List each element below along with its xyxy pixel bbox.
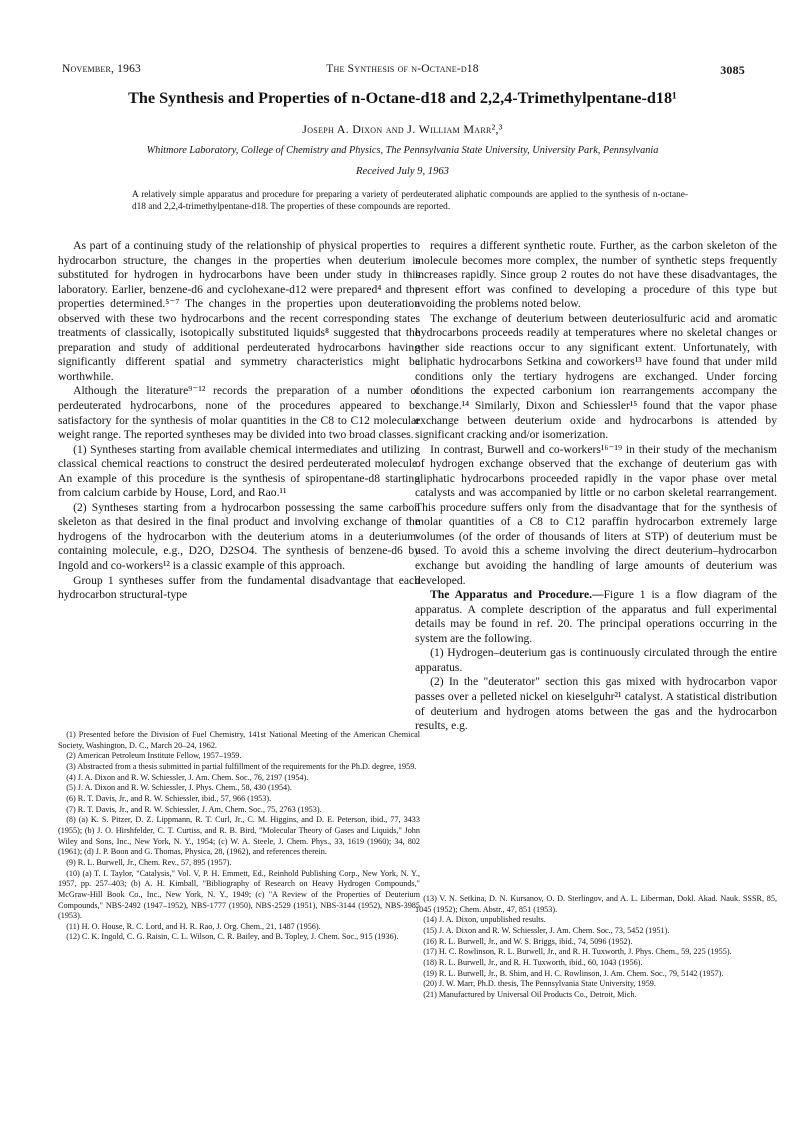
footnote: (12) C. K. Ingold, C. G. Raisin, C. L. Wilson, C. R. Bailey, and B. Topley, J. Chem. Soc., 915 (1936). bbox=[66, 932, 399, 942]
paragraph: In contrast, Burwell and co-workers¹⁶⁻¹⁹ in their study of the mechanism of hydrogen exchange observed that the exchange of deuterium gas with aliphatic hydrocarbons proceeded rapidly in the vapor phase over metal catalysts and was accompanied by little or no carbon skeletal rearrangement. This procedure suffers only from the disadvantage that for the synthesis of molar quantities of a C8 to C12 paraffin hydrocarbon extremely large volumes (of the order of thousands of liters at STP) of deuterium must be used. To avoid this a scheme involving the direct deuterium–hydrocarbon exchange but avoiding the handling of large amounts of deuterium was developed. bbox=[415, 442, 777, 587]
footnote: (10) (a) T. I. Taylor, "Catalysis," Vol. V, P. H. Emmett, Ed., Reinhold Publishing Corp., New York, N. Y., 1957, pp. 257–403; (b) A. H. Kimball, "Bibliography of Research on Heavy Hydrogen Compounds," McGraw-Hill Book Co., Inc., New York, N. Y., 1949; (c) "A Review of the Properties of Deuterium Compounds," NBS-2492 (1947–1952), NBS-1777 (1950), NBS-2529 (1951), NBS-3144 (1952), NBS-3985 (1953). bbox=[58, 868, 420, 921]
page-number: 3085 bbox=[720, 63, 745, 77]
received-date: Received July 9, 1963 bbox=[356, 166, 449, 177]
footnote: (13) V. N. Setkina, D. N. Kursanov, O. D. Sterlingov, and A. L. Liberman, Dokl. Akad. Nauk. SSSR, 85, 1045 (1952); Chem. Abstr., 47, 851 (1953). bbox=[415, 894, 777, 914]
article-title: The Synthesis and Properties of n-Octane-d18 and 2,2,4-Trimethylpentane-d18¹ bbox=[128, 89, 677, 107]
footnote: (19) R. L. Burwell, Jr., B. Shim, and H. C. Rowlinson, J. Am. Chem. Soc., 79, 5142 (1957). bbox=[423, 968, 724, 978]
body-column-left bbox=[58, 239, 420, 709]
footnote: (17) H. C. Rowlinson, R. L. Burwell, Jr., and R. H. Tuxworth, J. Phys. Chem., 59, 225 (1955). bbox=[423, 947, 732, 957]
paragraph: (1) Syntheses starting from available chemical intermediates and utilizing classical chemical reactions to construct the desired perdeuterated molecule. An example of this procedure is the synthesis of spiropentane-d8 starting from calcium carbide by House, Lord, and Rao.¹¹ bbox=[58, 442, 420, 500]
footnotes-right bbox=[415, 894, 777, 1094]
footnote: (11) H. O. House, R. C. Lord, and H. R. Rao, J. Org. Chem., 21, 1487 (1956). bbox=[66, 921, 321, 931]
article-affiliation: Whitmore Laboratory, College of Chemistry and Physics, The Pennsylvania State University, University Park, Pennsylvania bbox=[146, 145, 659, 156]
paragraph: As part of a continuing study of the relationship of physical properties to hydrocarbon structure, the changes in the properties when deuterium is substituted for hydrogen in hydrocarbons have been under study in this laboratory. Earlier, benzene-d6 and cyclohexane-d12 were prepared⁴ and the properties determined.⁵⁻⁷ The changes in the properties upon deuteration observed with these two hydrocarbons and the recent corresponding states treatments of classically, isotopically substituted liquids⁸ suggested that the preparation and study of additional perdeuterated hydrocarbons having significantly different spatial and symmetry characteristics might be worthwhile. bbox=[58, 239, 420, 383]
footnote: (4) J. A. Dixon and R. W. Schiessler, J. Am. Chem. Soc., 76, 2197 (1954). bbox=[66, 772, 309, 782]
footnote: (18) R. L. Burwell, Jr., and R. H. Tuxworth, ibid., 60, 1043 (1956). bbox=[423, 957, 643, 967]
footnote: (9) R. L. Burwell, Jr., Chem. Rev., 57, 895 (1957). bbox=[66, 857, 232, 867]
footnote: (5) J. A. Dixon and R. W. Schiessler, J. Phys. Chem., 58, 430 (1954). bbox=[66, 783, 292, 793]
footnote: (6) R. T. Davis, Jr., and R. W. Schiessler, ibid., 57, 966 (1953). bbox=[66, 793, 272, 803]
footnote: (3) Abstracted from a thesis submitted in partial fulfillment of the requirements for the Ph.D. degree, 1959. bbox=[66, 761, 417, 771]
paragraph: (1) Hydrogen–deuterium gas is continuously circulated through the entire apparatus. bbox=[415, 646, 777, 674]
running-head-title: The Synthesis of n-Octane-d18 bbox=[326, 63, 479, 75]
running-head-date: November, 1963 bbox=[62, 63, 141, 75]
footnote: (8) (a) K. S. Pitzer, D. Z. Lippmann, R. T. Curl, Jr., C. M. Higgins, and D. E. Peterson, ibid., 77, 3433 (1955); (b) J. O. Hirshfelder, C. T. Curtiss, and R. B. Bird, "Molecular Theory of Gases and Liquids," John Wiley and Sons, Inc., New York, N. Y., 1954; (c) W. A. Steele, J. Chem. Phys., 33, 1619 (1960); 34, 802 (1961); (d) J. P. Boon and G. Thomas, Physica, 28, (1962), and references therein. bbox=[58, 815, 420, 857]
footnote: (16) R. L. Burwell, Jr., and W. S. Briggs, ibid., 74, 5096 (1952). bbox=[423, 936, 633, 946]
article-authors: Joseph A. Dixon and J. William Marr²,³ bbox=[302, 122, 503, 136]
paragraph: Group 1 syntheses suffer from the fundamental disadvantage that each hydrocarbon structural-type bbox=[58, 573, 420, 602]
footnotes-left bbox=[58, 730, 420, 1090]
paragraph: The exchange of deuterium between deuteriosulfuric acid and aromatic hydrocarbons proceeds readily at temperatures where no skeletal changes or other side reactions occur to any significant extent. Unfortunately, with aliphatic hydrocarbons Setkina and coworkers¹³ have found that under mild conditions only the tertiary hydrogens are exchanged. Under forcing conditions the expected carbonium ion rearrangements accompany the exchange.¹⁴ Similarly, Dixon and Schiessler¹⁵ found that the vapor phase exchange between deuterium oxide and hydrocarbons is attended by significant cracking and/or isomerization. bbox=[415, 311, 777, 442]
footnote: (2) American Petroleum Institute Fellow, 1957–1959. bbox=[66, 751, 242, 761]
footnote: (1) Presented before the Division of Fuel Chemistry, 141st National Meeting of the American Chemical Society, Washington, D. C., March 20–24, 1962. bbox=[58, 730, 420, 750]
paragraph: requires a different synthetic route. Further, as the carbon skeleton of the molecule becomes more complex, the number of synthetic steps frequently increases rapidly. Since group 2 routes do not have these disadvantages, the present effort was confined to developing a procedure of this type but avoiding the problems noted below. bbox=[415, 239, 777, 311]
section-text: Figure 1 is a flow diagram of the apparatus. A complete description of the apparatus and full experimental details may be found in ref. 20. The principal operations occurring in the system are the following. bbox=[415, 588, 777, 645]
footnote: (7) R. T. Davis, Jr., and R. W. Schiessler, J. Am. Chem. Soc., 75, 2763 (1953). bbox=[66, 804, 322, 814]
body-column-right bbox=[415, 239, 777, 884]
section-heading: The Apparatus and Procedure.— bbox=[430, 588, 604, 602]
footnote: (21) Manufactured by Universal Oil Products Co., Detroit, Mich. bbox=[423, 989, 637, 999]
paragraph: (2) Syntheses starting from a hydrocarbon possessing the same carbon skeleton as that desired in the final product and involving exchange of the hydrogens of the hydrocarbon with the deuterium atoms in a deuterium-containing molecule, e.g., D2O, D2SO4. The synthesis of benzene-d6 by Ingold and co-workers¹² is a classic example of this approach. bbox=[58, 500, 420, 573]
section-paragraph bbox=[415, 588, 777, 646]
footnote: (20) J. W. Marr, Ph.D. thesis, The Pennsylvania State University, 1959. bbox=[423, 979, 656, 989]
footnote: (15) J. A. Dixon and R. W. Schiessler, J. Am. Chem. Soc., 73, 5452 (1951). bbox=[423, 925, 670, 935]
paragraph: Although the literature⁹⁻¹² records the preparation of a number of perdeuterated hydrocarbons, none of the procedures appeared to be satisfactory for the synthesis of molar quantities in the C8 to C12 molecular weight range. The reported syntheses may be divided into two broad classes. bbox=[58, 384, 420, 442]
footnote: (14) J. A. Dixon, unpublished results. bbox=[423, 915, 546, 925]
abstract: A relatively simple apparatus and procedure for preparing a variety of perdeuterated aliphatic compounds are applied to the synthesis of n-octane-d18 and 2,2,4-trimethylpentane-d18. The properties of these compounds are reported. bbox=[132, 190, 688, 212]
paragraph: (2) In the "deuterator" section this gas mixed with hydrocarbon vapor passes over a pelleted nickel on kieselguhr²¹ catalyst. A statistical distribution of deuterium and hydrogen atoms between the gas and the hydrocarbon results, e.g. bbox=[415, 675, 777, 733]
